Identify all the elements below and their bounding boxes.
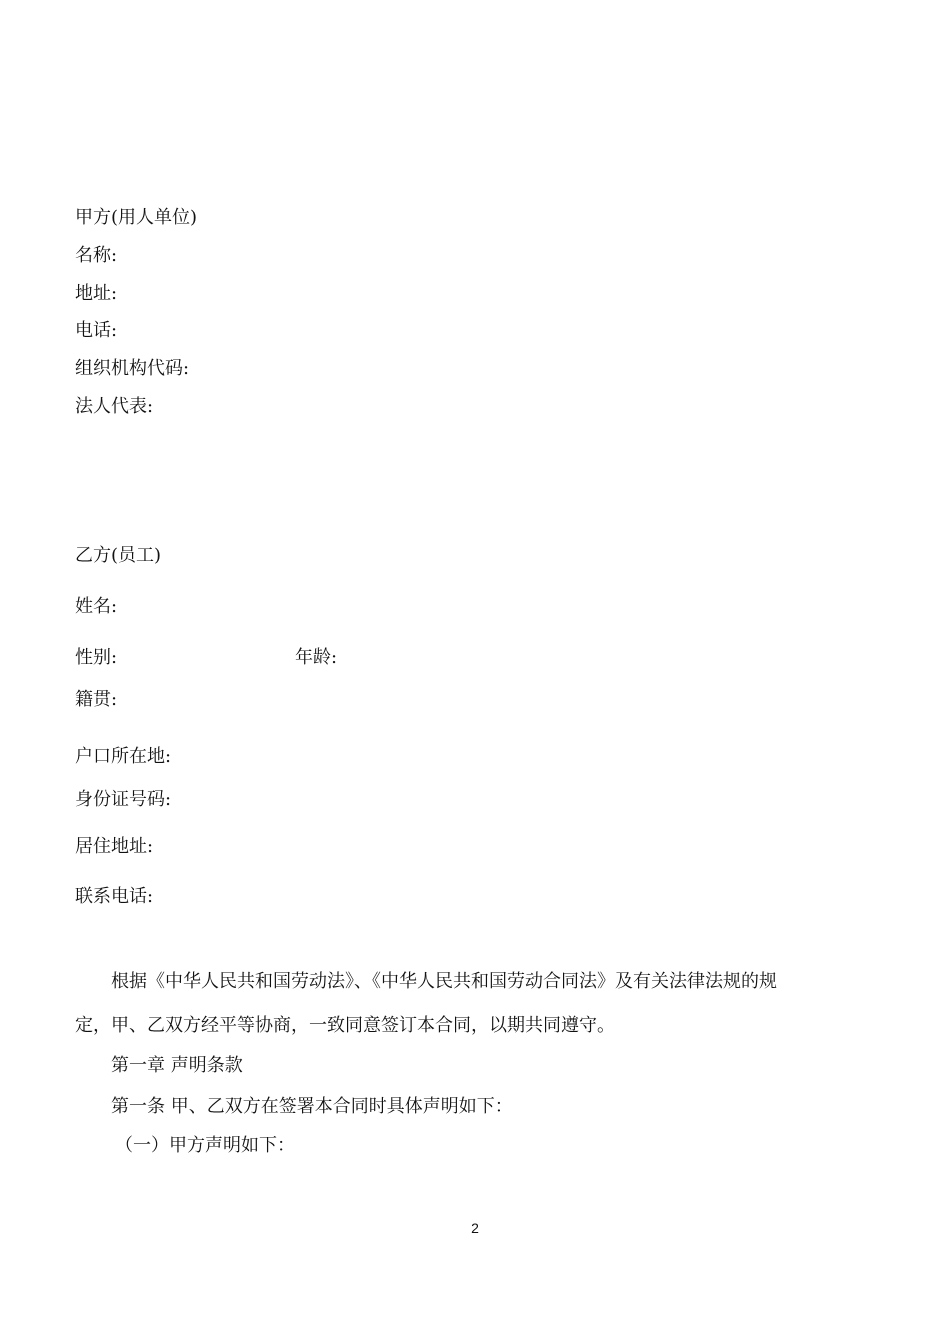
- clause-heading: （一）甲方声明如下：: [115, 1135, 295, 1156]
- party-b-id-label: 身份证号码:: [75, 789, 172, 810]
- party-b-hukou-label: 户口所在地:: [75, 746, 172, 767]
- party-a-name-label: 名称:: [75, 245, 118, 266]
- party-b-gender-label: 性别:: [75, 647, 118, 668]
- party-b-heading: 乙方(员工): [75, 545, 162, 566]
- party-b-age-label: 年龄:: [295, 647, 338, 668]
- party-a-org-code-label: 组织机构代码:: [75, 358, 190, 379]
- page-number: 2: [471, 1220, 479, 1236]
- party-b-contact-phone-label: 联系电话:: [75, 886, 154, 907]
- party-a-heading: 甲方(用人单位): [75, 207, 198, 228]
- intro-paragraph-line-2: 定，甲、乙双方经平等协商，一致同意签订本合同，以期共同遵守。: [75, 1015, 615, 1036]
- chapter-heading: 第一章 声明条款: [111, 1055, 243, 1076]
- party-a-address-label: 地址:: [75, 283, 118, 304]
- party-b-native-place-label: 籍贯:: [75, 689, 118, 710]
- party-a-phone-label: 电话:: [75, 320, 118, 341]
- party-a-legal-rep-label: 法人代表:: [75, 396, 154, 417]
- party-b-residence-label: 居住地址:: [75, 836, 154, 857]
- article-heading: 第一条 甲、乙双方在签署本合同时具体声明如下：: [111, 1096, 513, 1117]
- intro-paragraph-line-1: 根据《中华人民共和国劳动法》、《中华人民共和国劳动合同法》及有关法律法规的规: [111, 971, 777, 992]
- party-b-name-label: 姓名:: [75, 596, 118, 617]
